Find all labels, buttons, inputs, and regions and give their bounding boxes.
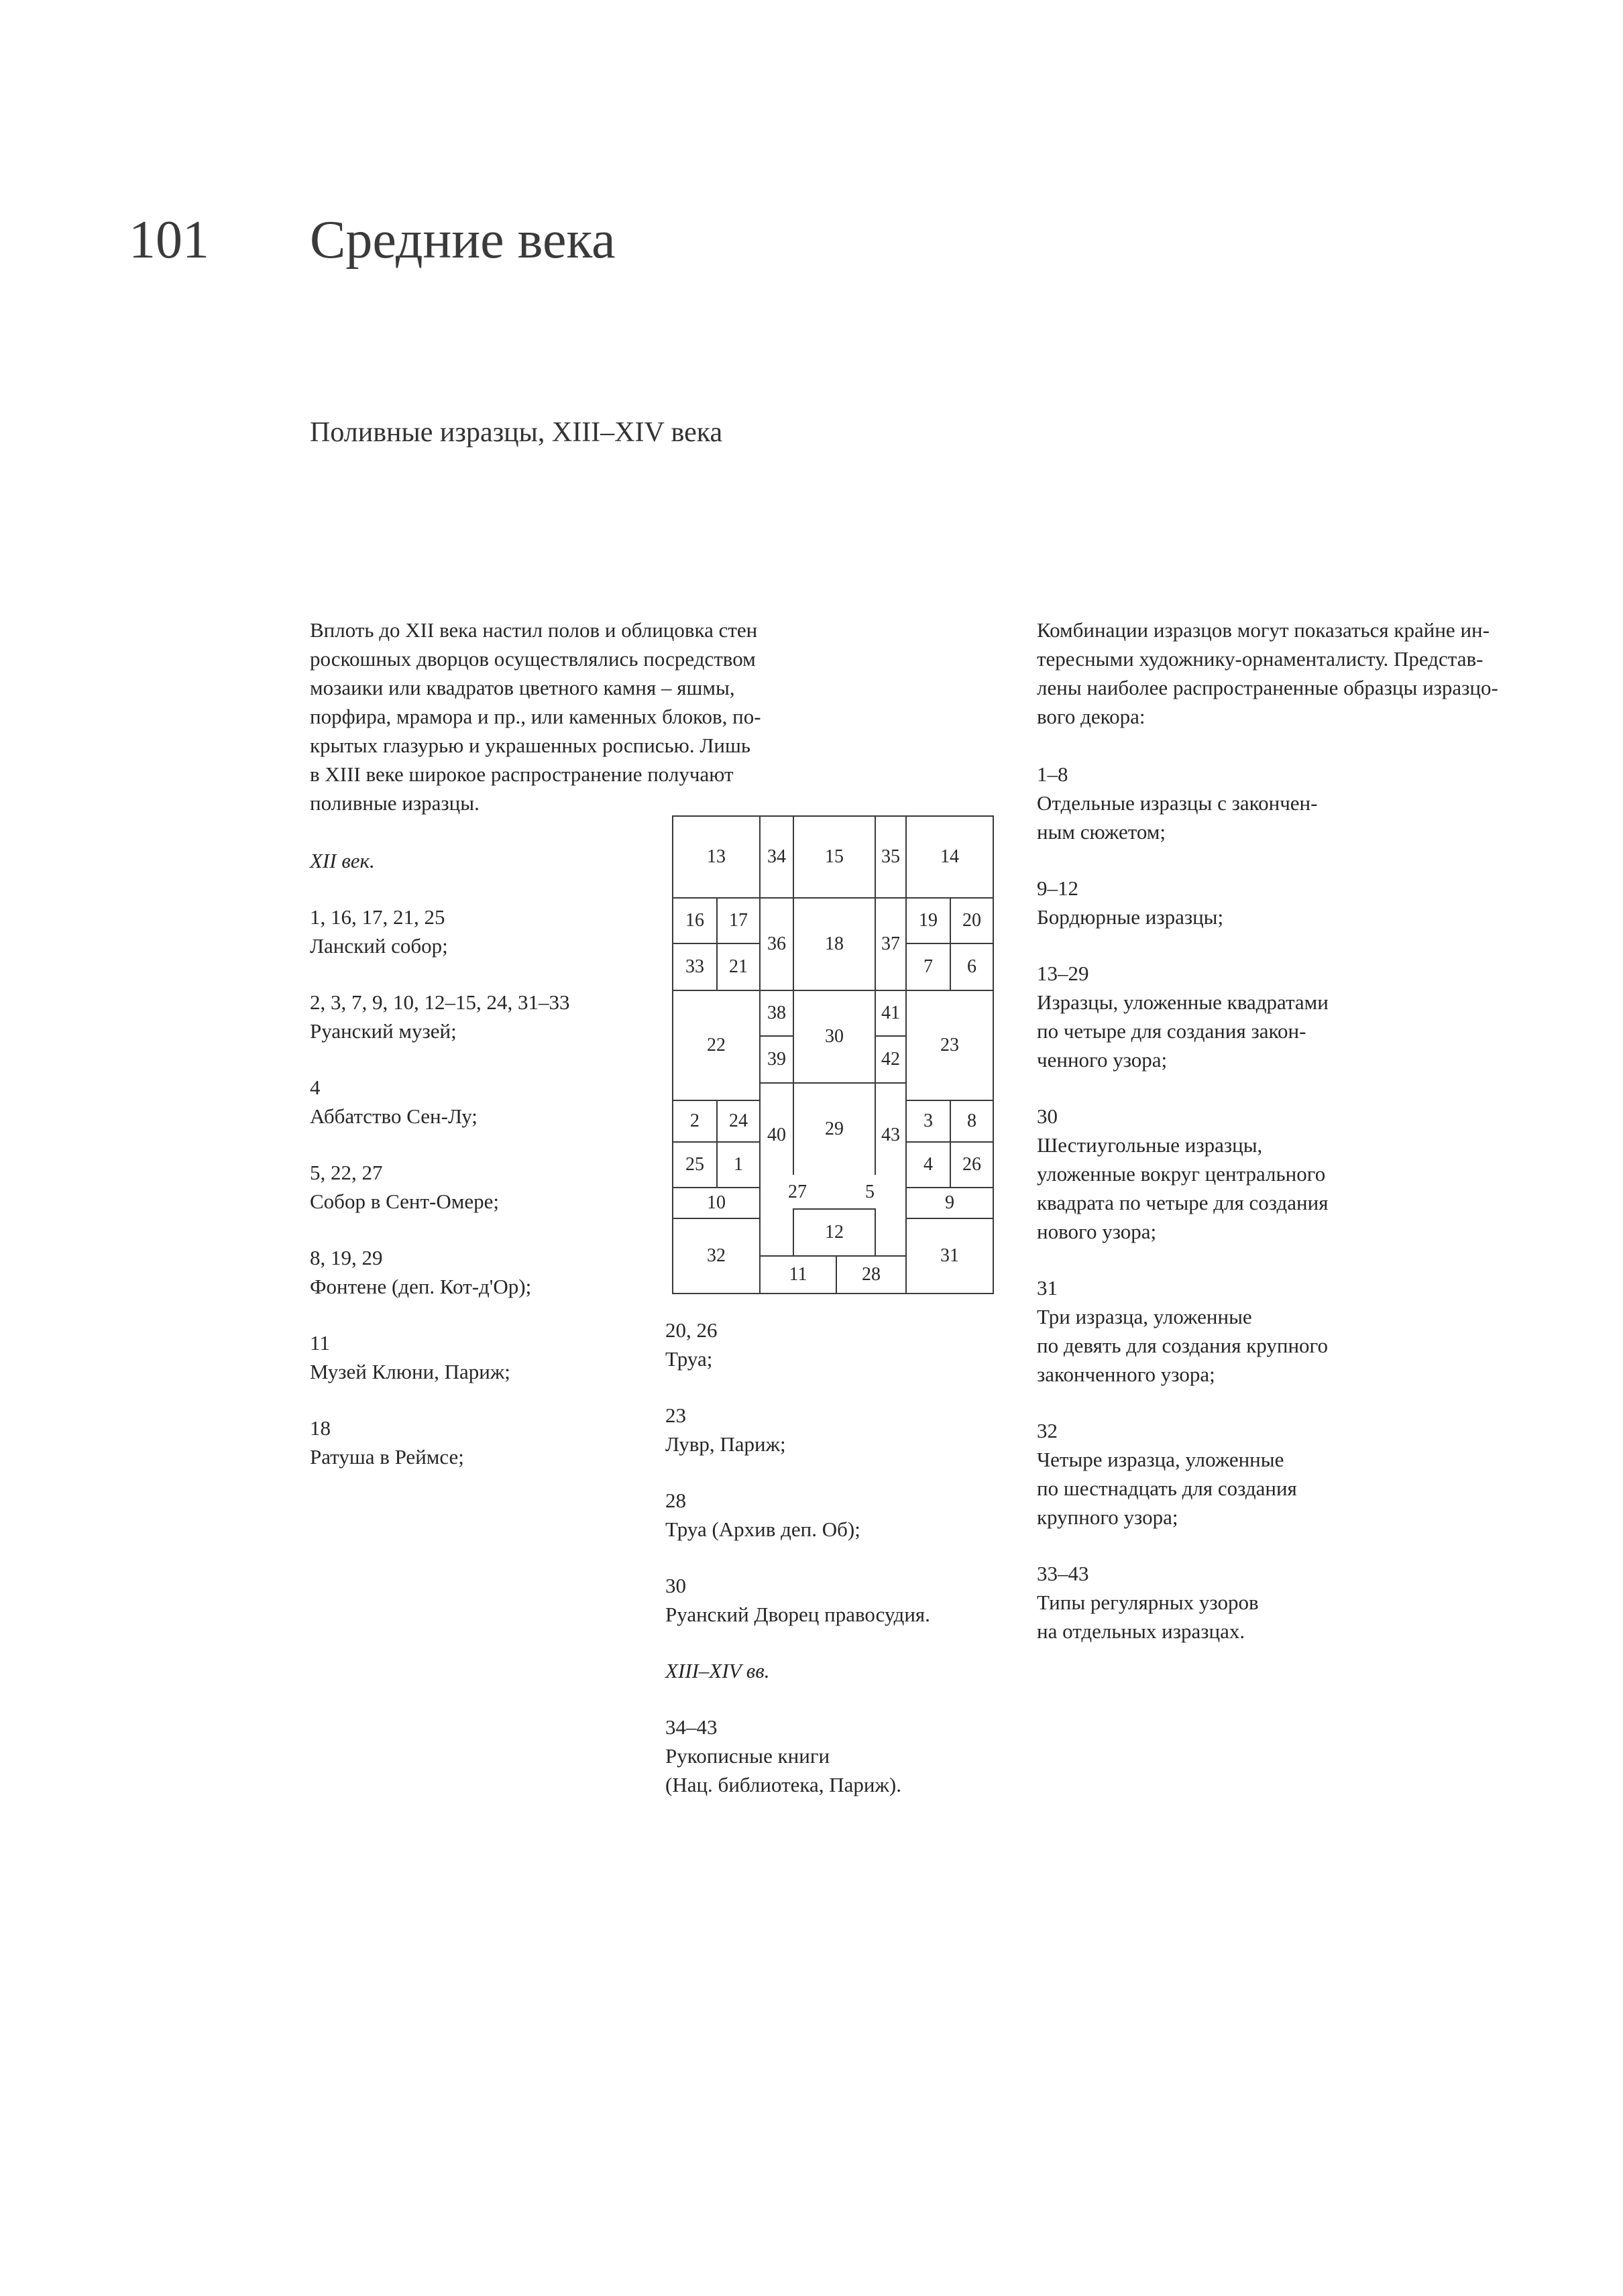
intro-paragraph bbox=[310, 616, 820, 817]
pattern-entry bbox=[1037, 959, 1573, 1074]
pattern-text: на отдельных изразцах. bbox=[1037, 1619, 1245, 1643]
pattern-numbers: 13–29 bbox=[1037, 962, 1089, 985]
pattern-numbers: 31 bbox=[1037, 1276, 1058, 1300]
source-numbers: 1, 16, 17, 21, 25 bbox=[310, 905, 445, 929]
tile-15: 15 bbox=[793, 815, 876, 899]
tile-29: 29 bbox=[793, 1082, 876, 1176]
source-numbers: 4 bbox=[310, 1076, 321, 1099]
pattern-text: по шестнадцать для создания bbox=[1037, 1477, 1297, 1500]
tile-42: 42 bbox=[875, 1035, 907, 1084]
pattern-numbers: 33–43 bbox=[1037, 1562, 1089, 1585]
pattern-text: нового узора; bbox=[1037, 1220, 1157, 1243]
pattern-entry bbox=[1037, 760, 1573, 846]
tile-26: 26 bbox=[950, 1141, 994, 1188]
source-numbers: 11 bbox=[310, 1331, 330, 1355]
tile-22: 22 bbox=[672, 990, 761, 1101]
intro-line: порфира, мрамора и пр., или каменных блоков, по- bbox=[310, 705, 761, 728]
tile-43: 43 bbox=[875, 1082, 907, 1188]
tile-1: 1 bbox=[716, 1141, 761, 1188]
tile-7: 7 bbox=[905, 943, 951, 991]
source-entry bbox=[665, 1713, 1014, 1799]
tile-19: 19 bbox=[905, 897, 951, 944]
source-numbers: 18 bbox=[310, 1416, 331, 1440]
era-heading: XII век. bbox=[310, 849, 375, 872]
source-numbers: 8, 19, 29 bbox=[310, 1246, 383, 1269]
tile-2: 2 bbox=[672, 1100, 718, 1143]
tile-13: 13 bbox=[672, 815, 761, 899]
pattern-entry bbox=[1037, 1273, 1573, 1389]
tile-37: 37 bbox=[875, 897, 907, 991]
pattern-numbers: 1–8 bbox=[1037, 762, 1068, 786]
tile-6: 6 bbox=[950, 943, 994, 991]
pattern-text: Изразцы, уложенные квадратами bbox=[1037, 990, 1329, 1014]
intro-line: крытых глазурью и украшенных росписью. Лишь bbox=[310, 734, 750, 757]
tile-5: 5 bbox=[834, 1175, 907, 1210]
tile-32: 32 bbox=[672, 1218, 761, 1294]
tile-34: 34 bbox=[759, 815, 794, 899]
intro-line: роскошных дворцов осуществлялись посредством bbox=[310, 647, 756, 671]
pattern-text: по четыре для создания закон- bbox=[1037, 1019, 1306, 1043]
source-place: (Нац. библиотека, Париж). bbox=[665, 1773, 901, 1796]
tile-24: 24 bbox=[716, 1100, 761, 1143]
tile-28: 28 bbox=[836, 1255, 907, 1294]
pattern-text: Три изразца, уложенные bbox=[1037, 1305, 1252, 1328]
tile-3: 3 bbox=[905, 1100, 951, 1143]
pattern-numbers: 30 bbox=[1037, 1104, 1058, 1128]
page-subtitle: Поливные изразцы, XIII–XIV века bbox=[310, 417, 723, 448]
tile-18: 18 bbox=[793, 897, 876, 991]
tile-41: 41 bbox=[875, 990, 907, 1037]
pattern-numbers: 32 bbox=[1037, 1419, 1058, 1442]
source-place: Руанский музей; bbox=[310, 1019, 457, 1043]
source-place: Труа (Архив деп. Об); bbox=[665, 1517, 860, 1541]
tile-17: 17 bbox=[716, 897, 761, 944]
pattern-numbers: 9–12 bbox=[1037, 876, 1078, 900]
source-place: Труа; bbox=[665, 1347, 713, 1371]
intro-line: Вплоть до XII века настил полов и облицовка стен bbox=[310, 618, 758, 642]
tile-21: 21 bbox=[716, 943, 761, 991]
source-numbers: 30 bbox=[665, 1574, 686, 1597]
tile-23: 23 bbox=[905, 990, 994, 1101]
tile-8: 8 bbox=[950, 1100, 994, 1143]
plate-number: 101 bbox=[129, 211, 209, 270]
pattern-text: ным сюжетом; bbox=[1037, 820, 1166, 844]
source-entry bbox=[665, 1571, 1014, 1629]
source-place: Лувр, Париж; bbox=[665, 1432, 786, 1456]
source-numbers: 20, 26 bbox=[665, 1318, 718, 1342]
tile-30: 30 bbox=[793, 990, 876, 1084]
source-entry bbox=[665, 1316, 1014, 1373]
tile-27: 27 bbox=[759, 1175, 836, 1210]
right-column bbox=[1037, 616, 1573, 1673]
tile-16: 16 bbox=[672, 897, 718, 944]
intro-line: лены наиболее распространенные образцы изразцо- bbox=[1037, 676, 1498, 699]
source-place: Собор в Сент-Омере; bbox=[310, 1190, 499, 1213]
pattern-entry bbox=[1037, 1416, 1573, 1532]
pattern-entry bbox=[1037, 874, 1573, 931]
pattern-text: крупного узора; bbox=[1037, 1505, 1178, 1529]
intro-line: в XIII веке широкое распространение получают bbox=[310, 762, 734, 786]
source-numbers: 28 bbox=[665, 1489, 686, 1512]
source-numbers: 2, 3, 7, 9, 10, 12–15, 24, 31–33 bbox=[310, 990, 570, 1014]
tile-40: 40 bbox=[759, 1082, 794, 1188]
source-place: Аббатство Сен-Лу; bbox=[310, 1104, 478, 1128]
tile-38: 38 bbox=[759, 990, 794, 1037]
tile-36: 36 bbox=[759, 897, 794, 991]
pattern-text: Типы регулярных узоров bbox=[1037, 1591, 1259, 1614]
intro-line: тересными художнику-орнаменталисту. Представ- bbox=[1037, 647, 1484, 671]
pattern-text: уложенные вокруг центрального bbox=[1037, 1162, 1326, 1186]
intro-paragraph bbox=[1037, 616, 1573, 731]
pattern-text: Четыре изразца, уложенные bbox=[1037, 1448, 1284, 1471]
era-heading: XIII–XIV вв. bbox=[665, 1659, 770, 1682]
tile-33: 33 bbox=[672, 943, 718, 991]
source-numbers: 34–43 bbox=[665, 1715, 718, 1739]
tile-10: 10 bbox=[672, 1187, 761, 1219]
tile-14: 14 bbox=[905, 815, 994, 899]
pattern-text: Отдельные изразцы с закончен- bbox=[1037, 791, 1318, 815]
tile-9: 9 bbox=[905, 1187, 994, 1219]
pattern-text: ченного узора; bbox=[1037, 1048, 1168, 1072]
tile-20: 20 bbox=[950, 897, 994, 944]
tile-4: 4 bbox=[905, 1141, 951, 1188]
source-entry bbox=[665, 1401, 1014, 1458]
source-place: Ланский собор; bbox=[310, 934, 448, 958]
pattern-text: по девять для создания крупного bbox=[1037, 1334, 1328, 1357]
tile-11: 11 bbox=[759, 1255, 837, 1294]
tile-layout-diagram bbox=[672, 815, 994, 1294]
pattern-text: Шестиугольные изразцы, bbox=[1037, 1133, 1263, 1157]
tile-35: 35 bbox=[875, 815, 907, 899]
middle-column bbox=[665, 1316, 1014, 1827]
source-numbers: 5, 22, 27 bbox=[310, 1161, 383, 1184]
intro-line: мозаики или квадратов цветного камня – яшмы, bbox=[310, 676, 735, 699]
intro-line: Комбинации изразцов могут показаться крайне ин- bbox=[1037, 618, 1490, 642]
source-place: Рукописные книги bbox=[665, 1744, 830, 1768]
tile-39: 39 bbox=[759, 1035, 794, 1084]
pattern-text: Бордюрные изразцы; bbox=[1037, 905, 1224, 929]
intro-line: поливные изразцы. bbox=[310, 791, 480, 815]
tile-25: 25 bbox=[672, 1141, 718, 1188]
pattern-text: квадрата по четыре для создания bbox=[1037, 1191, 1329, 1214]
source-numbers: 23 bbox=[665, 1403, 686, 1427]
intro-line: вого декора: bbox=[1037, 705, 1145, 728]
pattern-entry bbox=[1037, 1559, 1573, 1646]
tile-12: 12 bbox=[793, 1208, 876, 1257]
source-place: Фонтене (деп. Кот-д'Ор); bbox=[310, 1275, 532, 1298]
source-place: Ратуша в Реймсе; bbox=[310, 1445, 464, 1469]
source-place: Музей Клюни, Париж; bbox=[310, 1360, 510, 1383]
pattern-text: законченного узора; bbox=[1037, 1363, 1215, 1386]
tile-31: 31 bbox=[905, 1218, 994, 1294]
source-place: Руанский Дворец правосудия. bbox=[665, 1603, 930, 1626]
pattern-entry bbox=[1037, 1102, 1573, 1246]
page-title: Средние века bbox=[310, 211, 616, 270]
source-entry bbox=[665, 1486, 1014, 1544]
